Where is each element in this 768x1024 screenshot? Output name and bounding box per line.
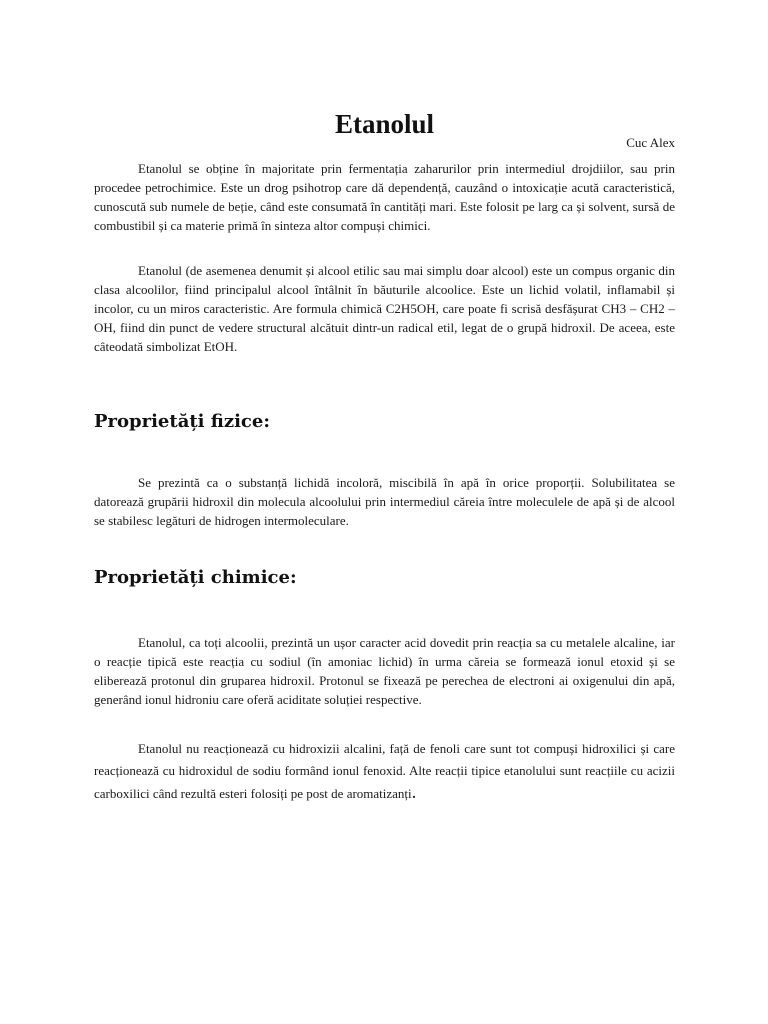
section-heading-chemical-properties: Proprietăți chimice: [94,567,297,588]
section-heading-physical-properties: Proprietăți fizice: [94,411,270,432]
intro-paragraph-2: Etanolul (de asemenea denumit și alcool etilic sau mai simplu doar alcool) este un compus organic din clasa alcoolilor, fiind principalul alcool întâlnit în băuturile alcoolice. Este un lichid volatil, inflamabil și incolor, cu un miros caracteristic. Are formula chimică C2H5OH, care poate fi scrisă desfășurat CH3 – CH2 – OH, fiind din punct de vedere structural alcătuit dintr-un radical etil, legat de o grupă hidroxil. De aceea, este câteodată simbolizat EtOH. [94,263,675,354]
chemical-properties-paragraph-2 [94,738,675,805]
document-title: Etanolul [334,109,435,140]
author-name: Cuc Alex [626,135,675,150]
chemical-properties-paragraph-2-text: Etanolul nu reacționează cu hidroxizii alcalini, față de fenoli care sunt tot compuși hidroxilici și care reacționează cu hidroxidul de sodiu formând ionul fenoxid. Alte reacții tipice etanolului sunt reacțiile cu acizii carboxilici când rezultă esteri folosiți pe post de aromatizanți [94,741,675,801]
final-period: . [411,782,417,803]
physical-properties-paragraph: Se prezintă ca o substanță lichidă incoloră, miscibilă în apă în orice proporții. Solubilitatea se datorează grupării hidroxil din molecula alcoolului prin intermediul căreia între moleculele de apă și de alcool se stabilesc legături de hidrogen intermoleculare. [94,475,675,528]
intro-paragraph-1: Etanolul se obține în majoritate prin fermentația zaharurilor prin intermediul drojdiilor, sau prin procedee petrochimice. Este un drog psihotrop care dă dependență, cauzând o intoxicație acută caracteristică, cunoscută sub numele de beție, când este consumată în cantități mari. Este folosit pe larg ca și solvent, sursă de combustibil și ca materie primă în sinteza altor compuși chimici. [94,161,675,233]
chemical-properties-paragraph-1: Etanolul, ca toți alcoolii, prezintă un ușor caracter acid dovedit prin reacția sa cu metalele alcaline, iar o reacție tipică este reacția cu sodiul (în amoniac lichid) în urma căreia se formează ionul etoxid și se eliberează protonul din gruparea hidroxil. Protonul se fixează pe perechea de electroni ai oxigenului din apă, generând ionul hidroniu care oferă aciditate soluției respective. [94,635,675,707]
